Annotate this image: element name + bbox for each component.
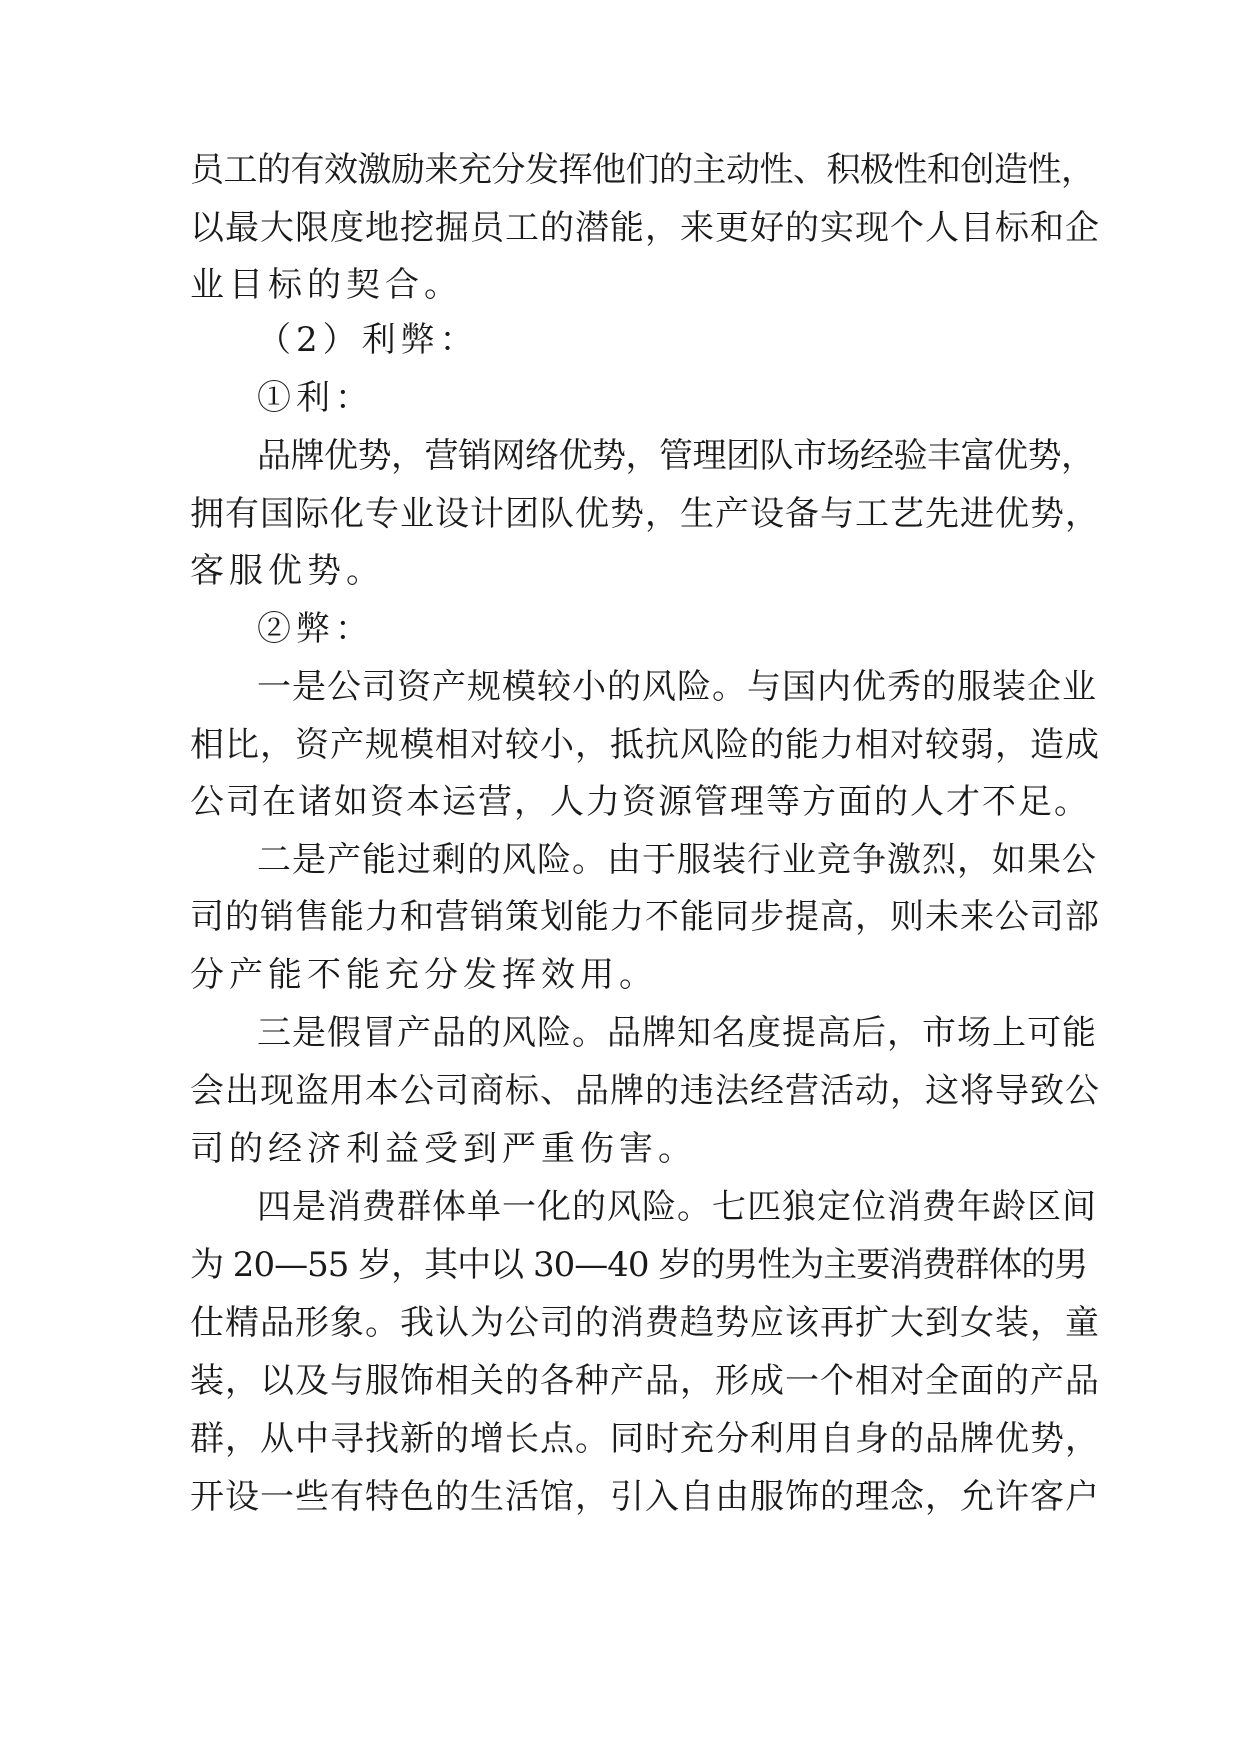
text-line: 一是公司资产规模较小的风险。与国内优秀的服装企业: [257, 667, 1097, 707]
text-line: 开设一些有特色的生活馆，引入自由服饰的理念，允许客户: [190, 1477, 1100, 1517]
text-line: 四是消费群体单一化的风险。七匹狼定位消费年龄区间: [257, 1187, 1097, 1227]
text-line: 司的经济利益受到严重伤害。: [190, 1129, 697, 1169]
text-line: 群，从中寻找新的增长点。同时充分利用自身的品牌优势，: [190, 1419, 1100, 1459]
text-line: 二是产能过剩的风险。由于服装行业竞争激烈，如果公: [257, 840, 1097, 880]
text-line: 员工的有效激励来充分发挥他们的主动性、积极性和创造性，: [190, 150, 1095, 190]
text-line: 为 20—55 岁，其中以 30—40 岁的男性为主要消费群体的男: [190, 1245, 1088, 1285]
text-line: 分产能不能充分发挥效用。: [190, 955, 658, 995]
text-line: 客服优势。: [190, 551, 385, 591]
section-heading: （2）利弊：: [257, 320, 479, 360]
text-line: 相比，资产规模相对较小，抵抗风险的能力相对较弱，造成: [190, 725, 1100, 765]
subheading-advantages: ①利：: [257, 378, 374, 418]
text-line: 司的销售能力和营销策划能力不能同步提高，则未来公司部: [190, 897, 1100, 937]
text-line: 以最大限度地挖掘员工的潜能，来更好的实现个人目标和企: [190, 208, 1100, 248]
text-line: 拥有国际化专业设计团队优势，生产设备与工艺先进优势，: [190, 494, 1100, 534]
text-line: 会出现盗用本公司商标、品牌的违法经营活动，这将导致公: [190, 1071, 1100, 1111]
subheading-disadvantages: ②弊：: [257, 609, 374, 649]
text-line: 仕精品形象。我认为公司的消费趋势应该再扩大到女装，童: [190, 1303, 1100, 1343]
text-line: 装，以及与服饰相关的各种产品，形成一个相对全面的产品: [190, 1361, 1100, 1401]
text-line: 业目标的契合。: [190, 265, 463, 305]
text-line: 三是假冒产品的风险。品牌知名度提高后，市场上可能: [257, 1013, 1097, 1053]
text-line: 品牌优势，营销网络优势，管理团队市场经验丰富优势，: [257, 436, 1095, 476]
text-line: 公司在诸如资本运营，人力资源管理等方面的人才不足。: [190, 782, 1090, 822]
